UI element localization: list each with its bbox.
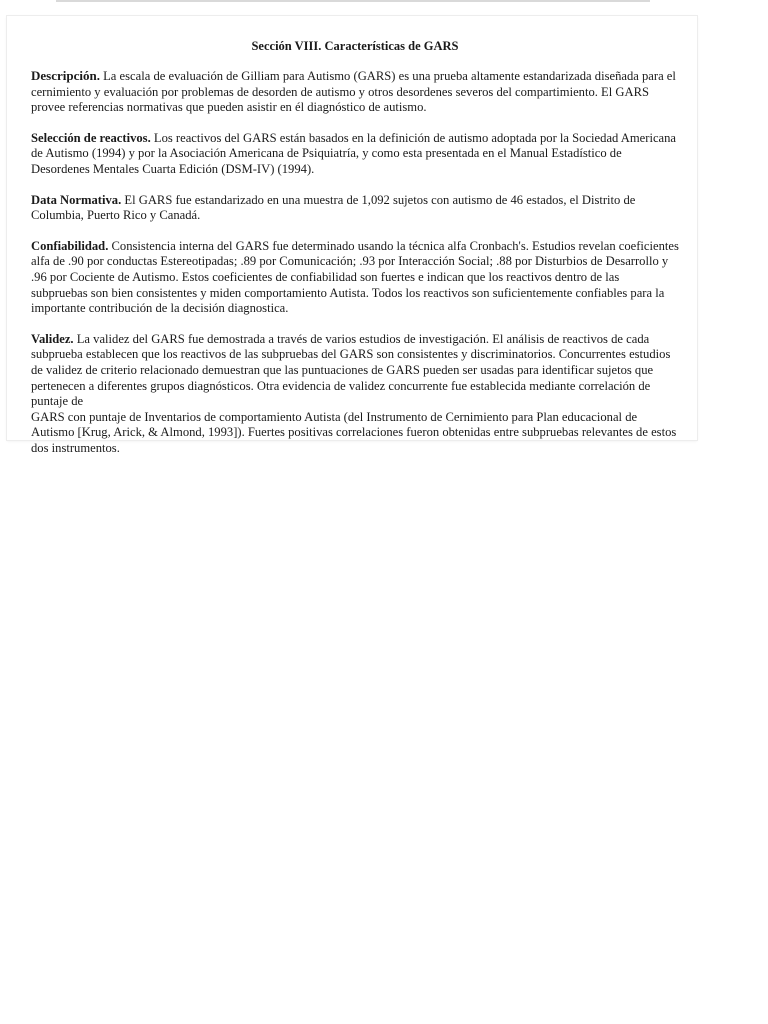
document-page [7,16,697,455]
paragraph-descripcion [31,68,679,116]
paragraph-text-confiabilidad: Consistencia interna del GARS fue determinado usando la técnica alfa Cronbach's. Estudios revelan coeficientes alfa de .90 por conductas Estereotipadas; .89 por Comunicación; .93 por Interacción Social; .88 por Disturbios de Desarrollo y .96 por Cociente de Autismo. Estos coeficientes de confiabilidad son fuertes e indican que los reactivos dentro de las subpruebas son bien consistentes y miden comportamiento Autista. Todos los reactivos son suficientemente confiables para la importante contribución de la decisión diagnostica. [31,238,679,316]
paragraph-label-descripcion: Descripción. [31,68,100,83]
paragraph-text-validez-continued: GARS con puntaje de Inventarios de comportamiento Autista (del Instrumento de Cernimiento para Plan educacional de Autismo [Krug, Arick, & Almond, 1993]). Fuertes positivas correlaciones fueron obtenidas entre subpruebas relevantes de estos dos instrumentos. [31,409,677,455]
paragraph-label-data-normativa: Data Normativa. [31,192,122,207]
paragraph-text-seleccion: Los reactivos del GARS están basados en la definición de autismo adoptada por la Sociedad Americana de Autismo (1994) y por la Asociación Americana de Psiquiatría, y como esta presentada en el Manual Estadístico de Desordenes Mentales Cuarta Edición (DSM-IV) (1994). [31,130,677,176]
document-body [31,38,679,471]
paragraph-text-data-normativa: El GARS fue estandarizado en una muestra de 1,092 sujetos con autismo de 46 estados, el Distrito de Columbia, Puerto Rico y Canadá. [31,192,636,223]
paragraph-text-descripcion: La escala de evaluación de Gilliam para Autismo (GARS) es una prueba altamente estandarizada diseñada para el cernimiento y evaluación por problemas de desorden de autismo y otros desordenes severos del compartimiento. El GARS provee referencias normativas que pueden asistir en él diagnóstico de autismo. [31,69,676,115]
paragraph-confiabilidad [31,239,679,317]
top-divider [56,0,650,2]
paragraph-validez [31,332,679,457]
paragraph-label-validez: Validez. [31,331,74,346]
section-title: Sección VIII. Características de GARS [251,39,459,53]
paragraph-data-normativa [31,193,679,224]
paragraph-label-confiabilidad: Confiabilidad. [31,238,109,253]
paragraph-seleccion-reactivos [31,131,679,178]
paragraph-label-seleccion: Selección de reactivos. [31,130,151,145]
paragraph-text-validez: La validez del GARS fue demostrada a través de varios estudios de investigación. El análisis de reactivos de cada subprueba establecen que los reactivos de las subpruebas del GARS son consistentes y discriminatorios. Concurrentes estudios de validez de criterio relacionado demuestran que las puntuaciones de GARS pueden ser usadas para identificar sujetos que pertenecen a diferentes grupos diagnósticos. Otra evidencia de validez concurrente fue establecida mediante correlación de puntaje de [31,331,671,409]
